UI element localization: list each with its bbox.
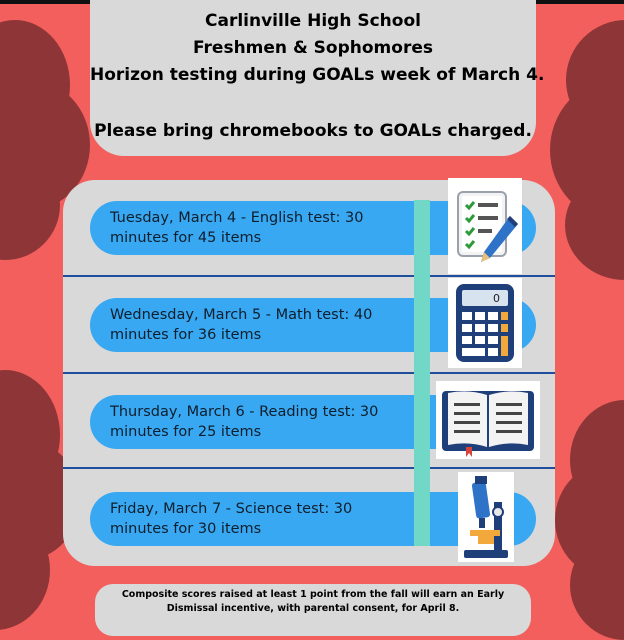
checklist-clipboard-icon	[448, 178, 522, 274]
schedule-item-text: Wednesday, March 5 - Math test: 40	[110, 307, 373, 323]
calculator-icon	[448, 278, 522, 368]
schedule-item-text: minutes for 36 items	[110, 327, 262, 343]
testing-week: Horizon testing during GOALs week of March 4.	[90, 65, 545, 85]
schedule-item-text: Friday, March 7 - Science test: 30	[110, 501, 353, 517]
grade-levels: Freshmen & Sophomores	[193, 38, 433, 58]
footer-text: Dismissal incentive, with parental consent, for April 8.	[166, 603, 460, 614]
open-book-icon	[436, 381, 540, 459]
chromebook-reminder: Please bring chromebooks to GOALs charged.	[94, 121, 532, 141]
schedule-item-text: minutes for 45 items	[110, 230, 262, 246]
timeline-bar	[414, 200, 430, 546]
row-divider	[63, 467, 555, 469]
school-name: Carlinville High School	[205, 11, 421, 31]
schedule-item-text: minutes for 30 items	[110, 521, 262, 537]
row-divider	[63, 372, 555, 374]
schedule-item-text: Tuesday, March 4 - English test: 30	[110, 210, 364, 226]
row-divider	[63, 275, 555, 277]
header-card	[90, 0, 545, 156]
schedule-item-text: minutes for 25 items	[110, 424, 262, 440]
microscope-icon	[458, 472, 514, 562]
footer-text: Composite scores raised at least 1 point from the fall will earn an Early	[121, 589, 505, 600]
schedule-item-text: Thursday, March 6 - Reading test: 30	[110, 404, 379, 420]
svg-text:0: 0	[493, 292, 500, 305]
footer-card	[95, 584, 531, 636]
